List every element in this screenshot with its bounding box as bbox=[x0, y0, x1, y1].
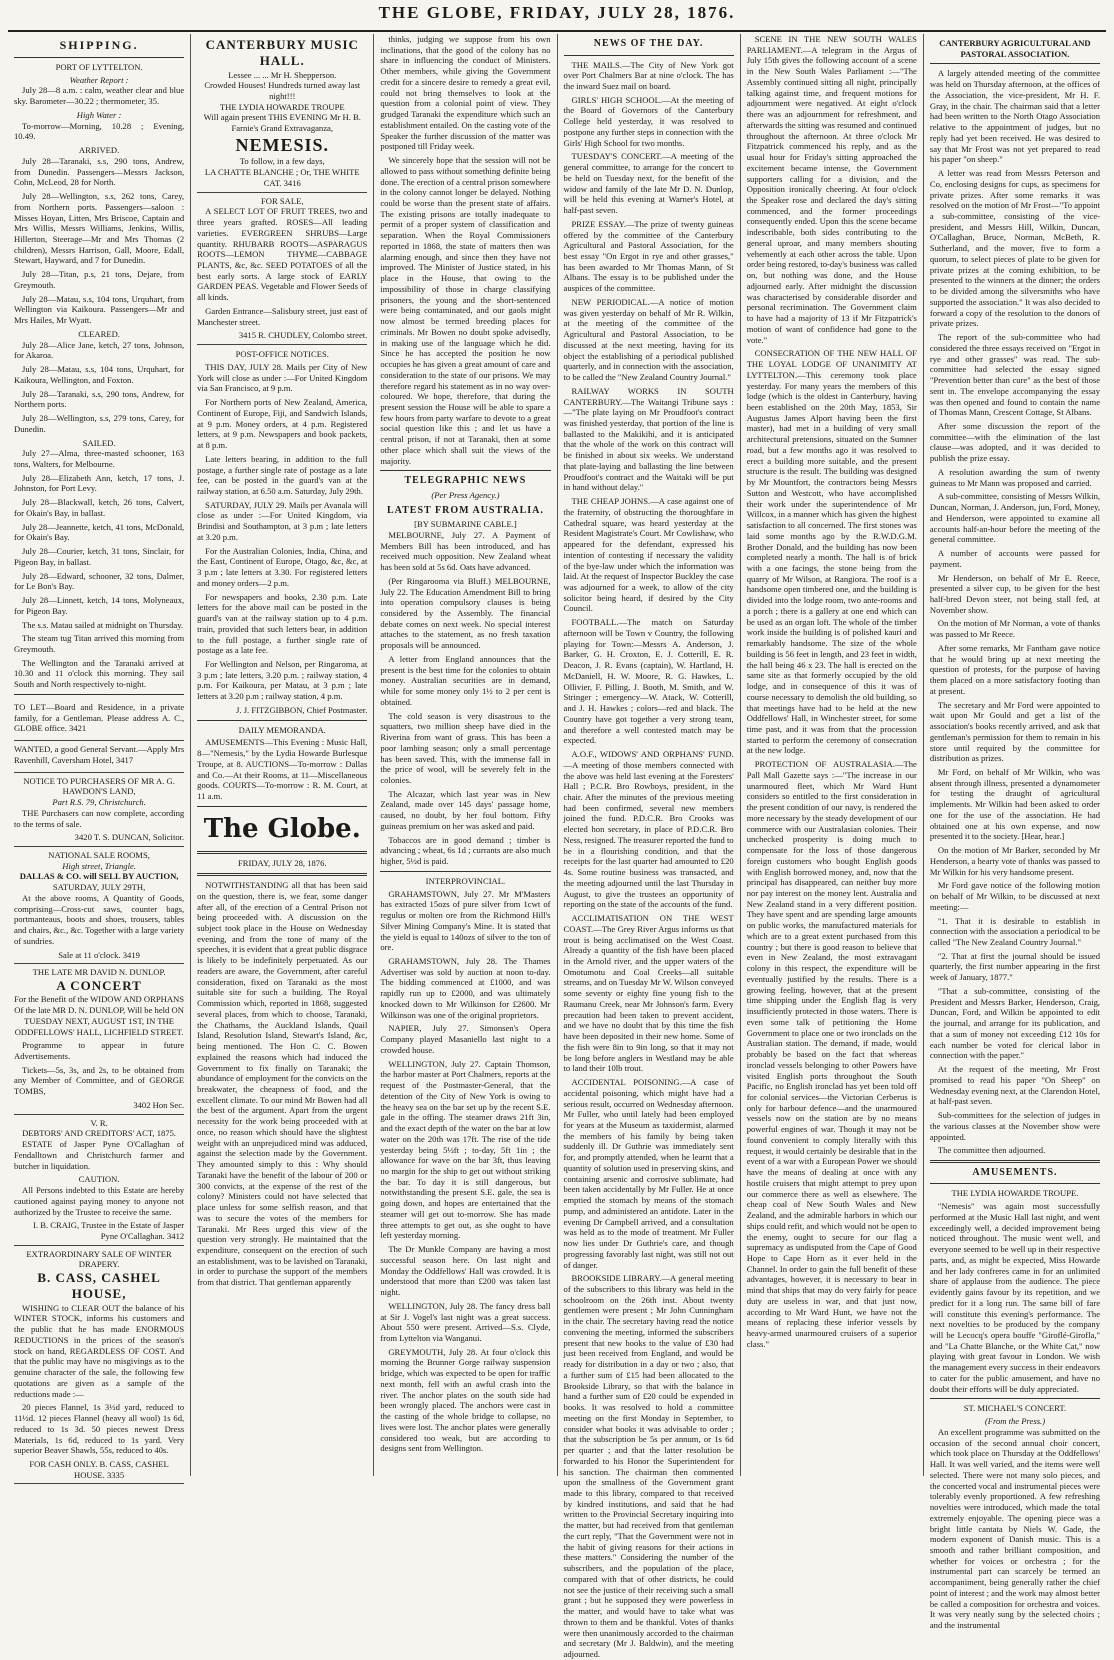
tele-agency: (Per Press Agency.) bbox=[431, 489, 500, 500]
ad-dallas-head: DALLAS & CO. will SELL BY AUCTION, bbox=[19, 871, 179, 882]
assoc-item: Mr Henderson, on behalf of Mr E. Reece, presented a silver cup, to be given for the best half-bred Devon steer, not being stall fed, at November show. bbox=[929, 572, 1101, 615]
sailed-item: July 28—Courier, ketch, 31 tons, Sinclair, for Pigeon Bay, in ballast. bbox=[14, 546, 185, 567]
follow-text: To follow, in a few days, bbox=[239, 156, 325, 167]
ad-dallas-body: At the above rooms, A Quantity of Goods, comprising—Cross-cut saws, counter bags, portmanteaus, boots and shoes, trousers, tables and chairs, &c., &c. Together with a large variety of sundries. bbox=[14, 892, 185, 946]
ad-to-let: TO LET—Board and Residence, in a private family, for a Gentleman. Please address A. C., GLOBE office. 3421 bbox=[14, 699, 184, 741]
concert-body: An excellent programme was submitted on the occasion of the second annual choir concert, which took place on Thursday at the Oddfellows' Hall. It was well varied, and the items were well selected. There were not many solo pieces, and the concerted vocal and instrumental pieces were tolerably evenly proportioned. A few refreshing novelties were introduced, which made the total extremely enjoyable. The opening piece was a bright little cantata by Niels W. Gade, the modern exponent of Danish music. This is a smooth and rather brilliant composition, and whether for voices or orchestra ; for the instrumental part can scarcely be termed an accompaniment, being generally rather the chief point of interest ; and the work may almost better be called a composition for orchestra and voices. It was very neatly sung by the selected choirs ; and the instrumental bbox=[929, 1426, 1101, 1631]
tide-label: High Water : bbox=[76, 109, 122, 120]
tide-text: To-morrow—Morning, 10.28 ; Evening, 10.49. bbox=[14, 120, 185, 142]
cleared-item: July 28—Wellington, s.s, 279 tons, Carey, for Dunedin. bbox=[14, 413, 185, 434]
leader-text: thinks, judging we suppose from his own inclinations, that the good of the colony has no share in influencing the conduct of Ministers. Other members, while giving the Government credit for a sincere desire to remedy a great evil, could not bring themselves to look at the question from a colonial point of view. They grudged Taranaki the expenditure which such an establishment entailed. On the casting vote of the Speaker the further discussion of the matter was postponed till Friday week. bbox=[380, 34, 551, 152]
cleared-item: July 28—Taranaki, s.s, 290 tons, Andrew, for Northern ports. bbox=[14, 388, 185, 410]
globe-title: The Globe. bbox=[203, 813, 361, 844]
assoc-item: The secretary and Mr Ford were appointed to wait upon Mr Gould and get a list of the association's books recently arrived, and ask that gentleman's permission for them to remain in his store until required by the committee for distribution as prizes. bbox=[929, 699, 1101, 764]
ad-cass-items: 20 pieces Flannel, 1s 3½d yard, reduced to 11½d. 12 pieces Flannel (heavy all wool) 1s 6d, reduced to 1s 3d. 50 pieces newest Dress Materials, 1s 6d, reduced to 1s yard. Very superior Beaver Shawls, 55s, reduced to 40s. bbox=[14, 1402, 185, 1456]
post-item: SATURDAY, JULY 29. Mails per Avanala will close as under :—For United Kingdom, via Brindisi and Southampton, at 3 p.m ; late letters at 3.20 p.m. bbox=[197, 499, 368, 542]
post-item: For Wellington and Nelson, per Ringaroma, at 3 p.m ; late letters, 3.20 p.m. ; railway station, 4 p.m. For Kaikoura, per Matau, at 3 p.m ; late letters at 3.20 p.m ; railway station, 4 p.m. bbox=[197, 658, 368, 702]
news-item: FOOTBALL.—The match on Saturday afternoon will be Town v Country, the following playing for Town:—Messrs A. Anderson, J. Barker, G. H. Croxton, E. J. Cotterill, E. R. Deacon, J. R. Evans (captain), W. Hartland, H. McDaniell, H. W. Moore, R. G. Hawkes, L. Ollivier, F. Pilling, J. Booth, M. Smith, and W. Stringer ; emergency—W. Atack, W. Cotterill, and J. H. Hawkes ; colors—red and black. The Country have got together a very strong team, and therefore a well contested match may be expected. bbox=[563, 617, 734, 746]
inter-item: GREYMOUTH, July 28. At four o'clock this morning the Brunner Gorge railway suspension bridge, which was expected to be open for traffic next month, fell with an awful crash into the river. The anchor plates on the south side had been wrongly placed. The anchors were cast in the casting of the whole bridge to collapse, no lives were lost. The anchor plates were generally considered too weak, but are according to designs sent from Wellington. bbox=[380, 1346, 551, 1454]
assoc-item: Sub-committees for the selection of judges in the various classes at the November show were appointed. bbox=[929, 1110, 1101, 1142]
news-item: SCENE IN THE NEW SOUTH WALES PARLIAMENT.—A telegram in the Argus of July 15th gives the following account of a scene in the New South Wales Parliament :—"The Assembly continued sitting all night, principally talking against time, and frequent motions for adjournment were negatived. At eight o'clock there was an adjournment for refreshment, and afterwards the sitting was resumed and continued throughout the afternoon. At three o'clock Mr Fitzpatrick commenced his reply, and as the usual hour for Friday's sitting approached the excitement became intense, the Government supporters calling for a division, and the Opposition ironically cheering. At four o'clock the Speaker rose and declared the day's sitting commenced, and the former proceedings consequently ended. Upon this the scene became indescribable, both sides contributing to the general uproar, and many members shouting vehemently at each other across the table. Upon order being restored, to-day's business was called on, but nothing was done, and the House adjourned early. After midnight the discussion was characterised by considerable disorder and personal recrimination. The Government claim to have had a majority of 13 if Mr Fitzpatrick's motion of want of confidence had gone to the vote." bbox=[746, 34, 917, 345]
troupe-body: Will again present THIS EVENING Mr H. B. Farnie's Grand Extravaganza, bbox=[203, 112, 361, 134]
ad-cass-head: B. CASS, CASHEL HOUSE, bbox=[37, 1270, 161, 1302]
post-item: Late letters bearing, in addition to the full postage, a further single rate of postage as a late fee, can be posted in the guard's van at the railway station, at 6.50 a.m. Saturday, July 29th. bbox=[197, 453, 368, 496]
ad-concert-head: A CONCERT bbox=[56, 978, 142, 994]
inter-title: INTERPROVINCIAL. bbox=[425, 875, 506, 886]
royal-arms: V. R. bbox=[90, 1117, 108, 1128]
inter-item: GRAHAMSTOWN, July 27. Mr M'Masters has extracted 15ozs of pure silver from 1cwt of regulus or molten ore from the Richmond Hill's Silver Mining Company's Mine. It is stated that the yield is equal to 140ozs of silver to the ton of ore. bbox=[380, 888, 551, 953]
tele-item: The cold season is very disastrous to the squatters, two million sheep have died in the Riverina from want of grass. This has been a poor lambing season; only a small percentage has been saved. This, with the immense fall in the price of wool, will be severely felt in the colonies. bbox=[380, 710, 551, 785]
news-item: RAILWAY WORKS IN SOUTH CANTERBURY.—The Waitangi Tribune says :—"The plate laying on Mr Proudfoot's contract was finished yesterday, that portion of the line is ballasted to the Makikihi, and it is anticipated that the whole of the work on this contract will be finished in about six weeks. We understand that plate-laying and ballasting the line between Proudfoot's contract and the Waitaki will be put in hand without delay." bbox=[563, 385, 734, 493]
post-item: For Northern ports of New Zealand, America, Continent of Europe, Fiji, and Sandwich Islands, at 9 p.m. Money orders, at 4 p.m. Registered letters, at 9 p.m. Newspapers and book packets, at 8 p.m. bbox=[197, 397, 368, 451]
ad-wanted: WANTED, a good General Servant.—Apply Mrs Ravenhill, Caversham Hotel, 3417 bbox=[14, 741, 184, 772]
weather-text: July 28—8 a.m. : calm, weather clear and blue sky. Barometer—30.22 ; thermometer, 35. bbox=[14, 85, 185, 107]
assoc-item: "That a sub-committee, consisting of the President and Messrs Barker, Henderson, Craig, Duncan, Ford, and Wilkin be appointed to edit the journal, and arrange for its publication, and that a sum of money not exceeding £12 10s for each number be voted for clerical labor in connection with the paper." bbox=[929, 985, 1101, 1061]
ad-debtors-title: DEBTORS' AND CREDITORS' ACT, 1875. bbox=[22, 1128, 177, 1139]
ad-concert-prog: Programme to appear in future Advertisements. bbox=[14, 1040, 185, 1061]
tele-title: TELEGRAPHIC NEWS bbox=[404, 475, 527, 487]
news-item: PROTECTION OF AUSTRALASIA.—The Pall Mall Gazette says :—"The increase in our unarmoured fleet, which Mr Ward Hunt considers so entitled to the first consideration in the present condition of our navy, is rendered the more necessary by the steady development of our commerce with our Australasian colonies. Their unchecked prosperity is doing much to compensate for the loss of those dangerous foreign customers who bought English goods with English borrowed money, and, now that the principal has disappeared, can neither buy more nor pay interest on the money lent. Australia and New Zealand stand in a very different position. They have spent and are spending large amounts on public works, the manufactured materials for which are to a great extent purchased from this country ; but there is good reason to believe that even in New Zealand, the most extravagant colony in this respect, the expenditure will be eventually justified by the results. There is a growing feeling, however, that at the present time shipping under the English flag is very insufficiently protected in those waters. There is even some talk of petitioning the Home Government to place one or two ironclads on the Australian station. The demand, if made, would probably be based on the fact that whereas ironclad vessels belonging to other Powers have visited English ports throughout the South Pacific, no English ironclad has yet been told off for colonial services—the Victorian Cerberus is only for harbour defence—and the unarmoured vessels now on the station are by no means powerful engines of war. Though it may not be found convenient to comply literally with this request, it would certainly be desirable that in the event of a war with a European Power we should have the means of dealing at once with any hostile cruisers that might attempt to prey upon our commerce there as well as elsewhere. The cheap coal of New South Wales and New Zealand, and the admirable harbors in which our ships could refit, and which would not be open to the enemy, ought to secure for our flag a supremacy as undisputed from the Cape of Good Hope to Cape Horn as it ever held in the Channel. In order to gain the full benefit of these advantages, however, it is necessary to bear in mind that ships that may do very fairly for peace duty are useless in war, and that just now, according to Mr Ward Hunt, we have not the means of replacing these inferior vessels by heavy-armed unarmoured cruisers of a superior class." bbox=[746, 759, 917, 1349]
arrived-label: ARRIVED. bbox=[78, 145, 120, 156]
ad-caution-body: All Persons indebted to this Estate are hereby cautioned against paying money to anyone not authorized by the Trustee to receive the same. bbox=[14, 1185, 185, 1217]
column-ads-leader bbox=[191, 34, 374, 1476]
assoc-item: Mr Ford, on behalf of Mr Wilkin, who was absent through illness, presented a dynamometer for testing the draught of agricultural implements. Mr Wilkin had been asked to order one for the use of the association. He had obtained one at his own expense, and now presented it to the society. [Hear, hear.] bbox=[929, 767, 1101, 842]
sailed-item: July 28—Elizabeth Ann, ketch, 17 tons, J. Johnston, for Port Levy. bbox=[14, 472, 185, 494]
cleared-item: July 28—Matau, s.s, 104 tons, Urquhart, for Kaikoura, Wellington, and Foxton. bbox=[14, 364, 185, 385]
ad-debtors-body: ESTATE of Jasper Pyne O'Callaghan of Fendalltown and Christchurch farmer and butcher in liquidation. bbox=[14, 1139, 185, 1171]
forsale-title: FOR SALE, bbox=[261, 195, 304, 206]
ad-notice-purchasers bbox=[14, 773, 184, 847]
column-news-cont bbox=[741, 34, 924, 1476]
tele-item: Tobaccos are in good demand ; timber is advancing ; wheat, 6s 1d ; currants are also much higher, 5½d is paid. bbox=[380, 834, 551, 867]
concert-title: ST. MICHAEL'S CONCERT. bbox=[963, 1403, 1067, 1414]
column-shipping bbox=[8, 34, 191, 1480]
assoc-item: The report of the sub-committee who had considered the three essays received on "Ergot in rye and other grasses" was read. The sub-committee had selected the essay signed "Prevention better than cure" as the best of those sent in. The envelope accompanying the essay was then opened and found to contain the name of Thomas Mann, Crescent Cottage, St Albans. bbox=[929, 332, 1101, 418]
news-item: GIRLS' HIGH SCHOOL.—At the meeting of the Board of Governors of the Canterbury College held yesterday, it was resolved to postpone any further steps in connection with the Girls' High School for two months. bbox=[563, 94, 734, 148]
ad-rooms-sub: High street, Triangle. bbox=[62, 860, 136, 871]
assoc-item: A sub-committee, consisting of Messrs Wilkin, Duncan, Norman, J. Anderson, jun, Ford, Money, and Henderson, were appointed to examine all accounts half-an-hour before the meeting of the general committee. bbox=[929, 491, 1101, 545]
post-item: THIS DAY, JULY 28. Mails per City of New York will close as under :—For United Kingdom via San Francisco, at 9 p.m. bbox=[197, 361, 368, 394]
post-title: POST-OFFICE NOTICES. bbox=[235, 349, 329, 360]
shipping-note: The s.s. Matau sailed at midnight on Thursday. bbox=[22, 619, 184, 630]
amuse-sub: THE LYDIA HOWARDE TROUPE. bbox=[951, 1188, 1079, 1199]
tele-item: A letter from England announces that the present is the best time for the colonies to obtain money. Australian securities are in demand, while for some money only 1½ to 2 per cent is obtained. bbox=[380, 653, 551, 707]
ad-rooms-title: NATIONAL SALE ROOMS, bbox=[48, 850, 150, 860]
masthead-rule bbox=[8, 30, 1106, 32]
ad-notice-body: THE Purchasers can now complete, according to the terms of sale. bbox=[14, 807, 185, 829]
ad-cass-sign: FOR CASH ONLY. B. CASS, CASHEL HOUSE. 3335 bbox=[29, 1459, 169, 1480]
assoc-item: On the motion of Mr Barker, seconded by Mr Henderson, a hearty vote of thanks was passed to Mr Wilkin for his very handsome present. bbox=[929, 845, 1101, 877]
sailed-item: July 28—Jeannette, ketch, 41 tons, McDonald, for Okain's Bay. bbox=[14, 521, 185, 543]
assoc-item: The committee then adjourned. bbox=[937, 1145, 1046, 1156]
assoc-item: A number of accounts were passed for payment. bbox=[929, 548, 1101, 569]
amuse-title: AMUSEMENTS. bbox=[972, 1166, 1058, 1178]
post-item: For the Australian Colonies, India, China, and the East, Continent of Europe, Otago, &c, &c, at 3 p.m ; late letters at 3.30. For registered letters and money orders—2 p.m. bbox=[197, 545, 368, 588]
amuse-body: "Nemesis" was again most successfully performed at the Music Hall last night, and went exceedingly well, a decided improvement being noticed throughout. The music went well, and everyone seemed to be well up in their respective parts, and, as might be expected, Miss Howarde and her lady confreres came in for an unlimited share of applause from the audience. The piece evidently gains favour by its repetition, and we predict for it a long run. The same bill of fare will constitute this evening's performance. The next novelties to be produced by the company will be Lecocq's opera bouffe "Giroflé-Girofla," and "La Chatte Blanche, or the White Cat," now playing with great favour in London. We wish the management every success in their endeavors to cater for the public amusement, and have no doubt their efforts will be duly appreciated. bbox=[929, 1201, 1101, 1394]
news-item: ACCIDENTAL POISONING.—A case of accidental poisoning, which might have had a serious result, occurred on Wednesday afternoon. Mr Fuller, who until lately had been employed for years at the Museum as taxidermist, alarmed the members of his family by being taken suddenly ill. Dr Guthrie was immediately sent for, and promptly attended, when he learnt that a quantity of solution used in preserving skins, and containing arsenic and corrosive sublimate, had been taken accidentally by Mr Fuller. He at once emptied the stomach by means of the stomach pump, and administered an antidote. Later in the evening Dr Campbell arrived, and a consultation was held as to the mode of treatment. Mr Fuller now lies under Dr Guthrie's care, and though progressing favorably last night, was still not out of danger. bbox=[563, 1077, 734, 1270]
cleared-item: July 28—Alice Jane, ketch, 27 tons, Johnson, for Akaroa. bbox=[14, 339, 185, 361]
ad-dallas-date: SATURDAY, JULY 29TH, bbox=[52, 882, 146, 893]
assoc-item: A largely attended meeting of the committee was held on Thursday afternoon, at the offices of the Association, the vice-president, Mr H. F. Gray, in the chair. The chairman said that a letter had been written to the North Otago Association relative to the appointment of judges, but no reply had yet been received. He was desired to say that Mr Frost was not yet prepared to read his paper "on sheep." bbox=[929, 68, 1101, 165]
assoc-item: Mr Ford gave notice of the following motion on behalf of Mr Wilkin, to be discussed at next meeting:— bbox=[929, 880, 1101, 912]
tele-latest: LATEST FROM AUSTRALIA. bbox=[386, 504, 544, 516]
ad-caution-title: CAUTION. bbox=[78, 1174, 120, 1185]
column-news bbox=[558, 34, 741, 1659]
shipping-title: SHIPPING. bbox=[59, 38, 139, 52]
inter-item: The Dr Munkle Company are having a most successful season here. On last night and Monday the Oddfellows' Hall was crowded. It is understood that more than £200 was taken last night. bbox=[380, 1244, 551, 1298]
assoc-item: After some remarks, Mr Fantham gave notice that he would bring up at next meeting the question of protests, for the purpose of having them placed on a more satisfactory footing than at present. bbox=[929, 642, 1101, 696]
ad-music-hall bbox=[197, 34, 367, 193]
inter-item: WELLINGTON, July 28. The fancy dress ball at Sir J. Vogel's last night was a great success. About 550 were present. Arrived—S.s. Clyde, from Lyttelton via Wanganui. bbox=[380, 1300, 551, 1343]
news-item: NEW PERIODICAL.—A notice of motion was given yesterday on behalf of Mr R. Wilkin, at the meeting of the committee of the Agricultural and Pastoral Association, to be discussed at the next meeting, having for its object the establishing of a periodical published quarterly, and in connection with the association, to be called the "New Zealand Country Journal." bbox=[563, 296, 734, 383]
tele-cable: [BY SUBMARINE CABLE.] bbox=[414, 519, 517, 530]
leader-text: We sincerely hope that the session will not be allowed to pass without something definite being done. The erection of a central prison somewhere in the colony cannot longer be delayed. Nothing could be worse than the present state of affairs. The existing prisons are totally inadequate to permit of a proper system of classification and separation. When the Royal Commissioners reported in 1868, the state of matters then was alarming enough, and since then they have not improved. The Minister of Justice stated, in his place in the House, that owing to the impossibility of those in charge classifying prisoners, the young and the short-sentenced were being contaminated, and our gaols might now almost be termed breeding places for criminals. Mr Bowen no doubt spoke advisedly, in making use of the language which he did. Since he has accepted the position he now occupies he has given a great amount of care and consideration to the state of our prisons. We may therefore regard his statement as in no way over-coloured. We hope, therefore, that during the present session the House will be able to spare a few hours from party warfare to devote to a great social question like this ; and let us have a central prison, if not at Taranaki, then at some other place which shall suit the views of the majority. bbox=[380, 155, 551, 466]
ad-dunlop-title: THE LATE MR DAVID N. DUNLOP. bbox=[32, 967, 166, 978]
column-association bbox=[924, 34, 1106, 1631]
assoc-item: "2. That at first the journal should be issued quarterly, the first number appearing in the first week of January, 1877." bbox=[929, 950, 1101, 983]
ad-concert-sign: 3402 Hon Sec. bbox=[133, 1099, 185, 1110]
port-title: PORT OF LYTTELTON. bbox=[55, 62, 143, 72]
masthead bbox=[0, 0, 1114, 26]
columns bbox=[8, 34, 1106, 1659]
ad-sale-title: EXTRAORDINARY SALE OF WINTER DRAPERY. bbox=[26, 1248, 172, 1270]
chatte-text: LA CHATTE BLANCHE ; Or, THE WHITE CAT. 3416 bbox=[204, 167, 360, 188]
post-item: For newspapers and books, 2.30 p.m. Late letters for the above mail can be posted in the guard's van at the railway station up to 4 p.m. train, provided that such letters bear, in addition to the full postage, a further single rate of postage as a late fee. bbox=[197, 591, 368, 656]
assoc-item: On the motion of Mr Norman, a vote of thanks was passed to Mr Reece. bbox=[929, 618, 1101, 640]
assoc-title: CANTERBURY AGRICULTURAL AND PASTORAL ASSOCIATION. bbox=[939, 38, 1091, 59]
sailed-item: July 27—Alma, three-masted schooner, 163 tons, Walters, for Melbourne. bbox=[14, 448, 185, 469]
inter-item: NAPIER, July 27. Simonsen's Opera Company played Masaniello last night to a crowded house. bbox=[380, 1023, 551, 1055]
ad-dunlop-concert bbox=[14, 964, 184, 1114]
news-title: NEWS OF THE DAY. bbox=[593, 38, 704, 49]
ad-concert-tickets: Tickets—5s, 3s, and 2s, to be obtained from any Member of Committee, and of GEORGE TOMBS, bbox=[14, 1064, 185, 1097]
ad-notice-title: NOTICE TO PURCHASERS OF MR A. G. HAWDON'S LAND, bbox=[23, 775, 175, 797]
news-item: THE MAILS.—The City of New York got over Port Chalmers Bar at nine o'clock. The has the inward Suez mail on board. bbox=[563, 59, 734, 91]
music-hall-crowded: Crowded Houses! Hundreds turned away last night!!! bbox=[204, 80, 361, 101]
weather-label: Weather Report : bbox=[69, 74, 129, 85]
ad-caution-sign: I. B. CRAIG, Trustee in the Estate of Jasper Pyne O'Callaghan. 3412 bbox=[33, 1220, 185, 1242]
shipping-note: The steam tug Titan arrived this morning from Greymouth. bbox=[14, 633, 185, 654]
arrived-item: July 28—Wellington, s.s, 262 tons, Carey, from Northern ports. Passengers—saloon : Misses Hoyan, Litten, Mrs Briscoe, Captain and Mrs Willis, Messrs Williams, Jenkins, Willis, Hillerton, Steerage—Mr and Mrs Thomas (2 children), Messrs Harrison, Gall, Moore, Edall, Stewart, Hayward, and 7 for Dunedin. bbox=[14, 191, 185, 266]
ad-debtors bbox=[14, 1115, 184, 1246]
news-item: PRIZE ESSAY.—The prize of twenty guineas offered by the committee of the Canterbury Agricultural and Pastoral Association, for the best essay "On Ergot in rye and other grasses," has been awarded to Mr Thomas Mann, of St Albans. The essay is to be published under the auspices of the committee. bbox=[563, 218, 734, 294]
assoc-item: "1. That it is desirable to establish in connection with the association a periodical to be called "The New Zealand Country Journal." bbox=[929, 915, 1101, 948]
ad-cass bbox=[14, 1246, 184, 1485]
ad-notice-sub: Part R.S. 79, Christchurch. bbox=[52, 797, 146, 808]
ad-cass-body: WISHING to CLEAR OUT the balance of his WINTER STOCK, informs his customers and the public that he has made ENORMOUS REDUCTIONS in the prices of the season's stock on hand, REGARDLESS OF COST. And that the public may have no misgivings as to the genuine character of the sale, the following few quotations are given as a sample of the reductions made :— bbox=[14, 1302, 185, 1399]
concert-sub: (From the Press.) bbox=[984, 1416, 1046, 1427]
assoc-item: A resolution awarding the sum of twenty guineas to Mr Mann was proposed and carried. bbox=[929, 466, 1101, 488]
memo-body: AMUSEMENTS—This Evening : Music Hall, 8—"Nemesis," by the Lydia Howarde Burlesque Troupe, at 8. AUCTIONS—To-morrow : Dallas and Co.—At their Rooms, at 11—Miscellaneous goods. COURTS—To-morrow : R. M. Court, at 11 a.m. bbox=[197, 737, 368, 802]
sailed-item: July 28—Edward, schooner, 32 tons, Dalmer, for Le Bon's Bay. bbox=[14, 570, 185, 592]
arrived-item: July 28—Matau, s.s, 104 tons, Urquhart, from Wellington via Kaikoura. Passengers—Mr and Mrs Hailes, Mr Wyatt. bbox=[14, 293, 185, 326]
music-hall-lessee: Lessee ... ... Mr H. Shepperson. bbox=[228, 69, 337, 80]
globe-date: FRIDAY, JULY 28, 1876. bbox=[237, 858, 327, 869]
post-sign: J. J. FITZGIBBON, Chief Postmaster. bbox=[236, 704, 368, 715]
news-item: A.O.F., WIDOWS' AND ORPHANS' FUND.—A meeting of those members connected with the above was held last evening at the Foresters' Hall ; P.C.R. Bro Rowboys, president, in the chair. After the minutes of the previous meeting had been confirmed, several new members joined the fund. P.D.C.R. Bro Crooks was elected hon secretary, in place of P.D.C.R. Bro Ness, resigned. The treasurer reported the fund to be in a flourishing condition, and that the receipts for the last quarter had amounted to £20 4s. Some routine business was transacted, and the meeting adjourned until the last Thursday in August, to give the trustees an opportunity of reporting on the state of the accounts of the fund. bbox=[563, 749, 734, 910]
ad-fruit-trees bbox=[197, 193, 367, 346]
ad-concert-body: For the Benefit of the WIDOW AND ORPHANS Of the late MR D. N. DUNLOP, Will be held ON TUESDAY NEXT, AUGUST 1ST, IN THE ODDFELLOWS' HALL, LICHFIELD STREET. bbox=[14, 994, 185, 1037]
forsale-addr: Garden Entrance—Salisbury street, just east of Manchester street. bbox=[197, 305, 368, 327]
leader-text: NOTWITHSTANDING all that has been said on the question, there is, we fear, some danger after all, of the erection of a Central Prison not being proceeded with. A discussion on the subject took place in the House on Wednesday evening, and from the tone of many of the speeches, it is evident that a great public disgrace is likely to be indefinitely perpetuated. As our readers are aware, the Government, after careful consideration, fixed on Taranaki as the most suitable site for such a building. The Royal Commission which, reported in 1868, suggested several places, from which to choose, Taranaki, the Chathams, the Auckland Islands, Quail Island, Resolution Island, Stewart's Island, &c, being mentioned. The Hon C. C. Bowen explained the reasons which had induced the Government to fix finally on Taranaki; the abundance of employment for the convicts on the breakwater, the cheapness of food, and the excellent climate. To our mind Mr Bowen had all the best of the argument. Apart from the urgent necessity for the work being proceeded with at once, no reason which should have the slightest weight with an unprejudiced mind was adduced, against the selection made by the Government. They amounted simply to this : Why should Taranaki have the benefit of the labour of 200 or 300 convicts, at the expense of the rest of the colony? Ministers could not have selected that place unless for some selfish reason, and that was to secure the votes of the members for Taranaki. Mr Rees urged this view of the question very strongly. He maintained that the expenditure, consequent on the erection of such an establishment, was to be lavished on Taranaki, in order to purchase the support of the members from that district. That gentleman apparently bbox=[197, 880, 368, 1288]
inter-item: WELLINGTON, July 27. Captain Thomson, the harbor master at Port Chalmers, reports at the request of the Postmaster-General, that the detention of the City of New York is owing to the heavy sea on the bar set up by the recent S.E. gale in the offing. The steamer draws 21ft 3in, and the exact depth of the water on the bar at low water on the 20th was 17ft. The rise of the tide yesterday being 5½ft ; to-day, 5ft 1in ; the allowance for wave on the bar 3ft, thus leaving no margin for the ship to get out without striking the bar. To day it is still dangerous, but notwithstanding the present S.E. gale, the sea is going down, and hopes are entertained that the steamer will get out to-morrow. She has made three attempts to get out, as she ought to have left yesterday morning. bbox=[380, 1058, 551, 1241]
ad-dallas-time: Sale at 11 o'clock. 3419 bbox=[58, 949, 140, 960]
assoc-item: A letter was read from Messrs Peterson and Co, enclosing designs for cups, as specimens for private prizes. After some remarks it was resolved on the motion of Mr Frost—"To appoint a sub-committee, consisting of the vice-president, and Messrs Hill, Wilkin, Duncan, O'Callaghan, Bruce, Norman, McBeth, R. Sutherland, and the mover, five to form a quorum, to select pieces of plate to be given for private prizes at the coming exhibition, to be presented to the winners at the dinner; the orders to be divided among the silversmiths who have supported the association." It was also decided to forward a copy of the resolution to the donors of private prizes. bbox=[929, 168, 1101, 329]
masthead-title: THE GLOBE, FRIDAY, JULY 28, 1876. bbox=[378, 3, 736, 22]
troupe-name: THE LYDIA HOWARDE TROUPE bbox=[219, 101, 345, 112]
assoc-item: After some discussion the report of the committee—with the elimination of the last clause—was adopted, and it was decided to publish the prize essay. bbox=[929, 420, 1101, 464]
forsale-sign: 3415 R. CHUDLEY, Colombo street. bbox=[238, 330, 368, 341]
news-item: ACCLIMATISATION ON THE WEST COAST.—The Grey River Argus informs us that trout is being acclimatised on the West Coast. Already a quantity of the fish have been placed in the Arnold river, and the upper waters of the Omotumotu and Coal Creeks—all suitable streams, and on Tuesday Mr W. Wilson conveyed some seventy or eighty fine young fish to the Raumanu Creek, near Mr Johnson's farm. Every precaution had been taken to prevent accident, and we have no doubt that by this time the fish have been deposited in their new home. Some of the fish were 8in to 9in long, so that it may not be long before anglers in Westland may be able to land their 10lb trout. bbox=[563, 913, 734, 1074]
inter-item: GRAHAMSTOWN, July 28. The Thames Advertiser was sold by auction at noon to-day. The bidding commenced at £1000, and was rapidly run up to £2000, and was ultimately knocked down to Mr Wilkinson for £2600. Mr Wilkinson was one of the original proprietors. bbox=[380, 956, 551, 1020]
shipping-note: The Wellington and the Taranaki arrived at 10.30 and 11 o'clock this morning. They sail South and North respectively to-night. bbox=[14, 657, 185, 690]
news-item: THE CHEAP JOHNS.—A case against one of the fraternity, of obstructing the thoroughfare in Cathedral square, was heard yesterday at the Resident Magistrate's Court. Mr Cowlishaw, who appeared for the defendant, expressed his intention of contesting if necessary the validity of the bye-law under which the information was laid. At the request of Inspector Buckley the case was adjourned for a week, to allow of the city solicitor being heard, if desired by the City Council. bbox=[563, 496, 734, 614]
tele-item: MELBOURNE, July 27. A Payment of Members Bill has been introduced, and has received much opposition. New Zealand wheat has been sold at 5s 6d. Oats have advanced. bbox=[380, 529, 551, 573]
sailed-item: July 28—Blackwall, ketch, 26 tons, Calvert, for Okain's Bay, in ballast. bbox=[14, 497, 185, 518]
tele-item: The Alcazar, which last year was in New Zealand, made over 145 days' passage home, caused, no doubt, by her foul bottom. Fifty guineas premium on her was asked and paid. bbox=[380, 788, 551, 831]
sailed-item: July 28—Linnett, ketch, 14 tons, Molyneaux, for Pigeon Bay. bbox=[14, 595, 185, 616]
column-telegraphic bbox=[374, 34, 557, 1476]
news-item: CONSECRATION OF THE NEW HALL OF THE LOYAL LODGE OF UNANIMITY AT LYTTELTON.—This ceremony took place yesterday. For many years the members of this lodge (which is the oldest in Canterbury, having been established on the 20th May, 1853, Sir Augustus James Alport having been the first master), had met in a building of very small architectural pretensions, situated on the Sumner road, but a few months ago it was resolved to erect a building more suitable, and the present structure is the result. The building was designed by Mr Mountfort, the contractors being Messrs Sutton and Westcott, who have accomplished their work under the superintendence of Mr Willcox, in a manner which has given the highest satisfaction to all concerned. The first stones was laid some months ago by the R.W.D.G.M. Brother Donald, and the building has now been completed nearly a month. The hall is of brick with a one facings, the stone being from the quarry of Mr Wilson, at Rangiora. The roof is a handsome open timbered one, and the building is divided into the lodge room, two ante-rooms and a porch ; there is a gallery at one end which can be used as an organ loft. The whole of the timber work inside the building is of polished kauri and remarkably handsome. The size of the whole building is 56 feet in length, and 23 feet in width, the hall being 46 x 23. The hall is erected on the same site as that formerly occupied by the old lodge, and in consequence of this it was of course necessary to demolish the old building, so that meetings have had to be held at the new Oddfellows' Hall, in Winchester street, for some time past, and it was from that the procession started to perform the ceremony of consecration at the new lodge. bbox=[746, 348, 917, 756]
tele-item: (Per Ringarooma via Bluff.) MELBOURNE, July 22. The Education Amendment Bill to bring into operation compulsory clauses is being considered by the Assembly. The financial debate comes on next week. No special interest attaches to the statement, as no fresh taxation proposals will be announced. bbox=[380, 575, 551, 651]
music-hall-title: CANTERBURY MUSIC HALL. bbox=[205, 37, 359, 69]
sailed-label: SAILED. bbox=[82, 437, 116, 448]
cleared-label: CLEARED. bbox=[78, 328, 120, 339]
memo-title: DAILY MEMORANDA. bbox=[238, 724, 326, 735]
ad-notice-sign: 3420 T. S. DUNCAN, Solicitor. bbox=[74, 832, 185, 843]
news-item: TUESDAY'S CONCERT.—A meeting of the general committee, to arrange for the concert to be held on Tuesday next, for the benefit of the widow and family of the late Mr D. N. Dunlop, will be held this evening at Warner's Hotel, at half-past seven. bbox=[563, 151, 734, 216]
news-item: BROOKSIDE LIBRARY.—A general meeting of the subscribers to this library was held in the schoolroom on the 26th inst. About twenty gentlemen were present ; Mr John Cunningham in the chair. The secretary having read the notice convening the meeting, informed the subscribers present that new books to the value of £30 had just been received from England, and would be ready for distribution in a day or two ; also, that a further sum of £15 had been allocated to the Brookside Library, so that with the balance in hand a further sum of £20 could be expended in books. It was resolved to hold a committee meeting on the first Monday in September, to consider what books it was advisable to order ; that the subscription be 5s per annum, or 1s 6d per quarter ; and that the latter resolution be forwarded to his Honor the Superintendent for his sanction. The chairman then commented upon the smallness of the Government grant made to this library, compared to that received by kindred institutions, and said that he had written to the Provincial Secretary inquiring into the matter, but had received from that gentleman the curt reply, "That the Government were not in the habit of giving reasons for their actions in these matters." Considering the number of the subscribers, and the population of the place, compared with that of other districts, he could not see the justice of their receiving such a small grant ; but he supposed they were powerless in the matter, and would have to take what was thrown to them and be thankful. Votes of thanks were then unanimously accorded to the chairman and secretary (Mr J. Baldwin), and the meeting adjourned. bbox=[563, 1273, 734, 1659]
nemesis-title: NEMESIS. bbox=[235, 134, 330, 155]
assoc-item: At the request of the meeting, Mr Frost promised to read his paper "On Sheep" on Wednesday evening next, at the Clarendon Hotel, at half-past seven. bbox=[929, 1064, 1101, 1107]
ad-dallas bbox=[14, 847, 184, 964]
arrived-item: July 28—Taranaki, s.s, 290 tons, Andrew, from Dunedin. Passengers—Messrs Jackson, Cohn, McLeod, 28 for North. bbox=[14, 155, 185, 188]
arrived-item: July 28—Titan, p.s, 21 tons, Dejare, from Greymouth. bbox=[14, 269, 185, 290]
forsale-body: A SELECT LOT OF FRUIT TREES, two and three years grafted. ROSES—All leading varieties. EVERGREEN SHRUBS—Large quantity. RHUBARB ROOTS—ASPARAGUS ROOTS—LEMON THYME—CABBAGE PLANTS, &c, &c. SEED POTATOES of all the best early sorts. A large stock of EARLY GARDEN PEAS. Vegetable and Flower Seeds of all kinds. bbox=[197, 206, 368, 303]
